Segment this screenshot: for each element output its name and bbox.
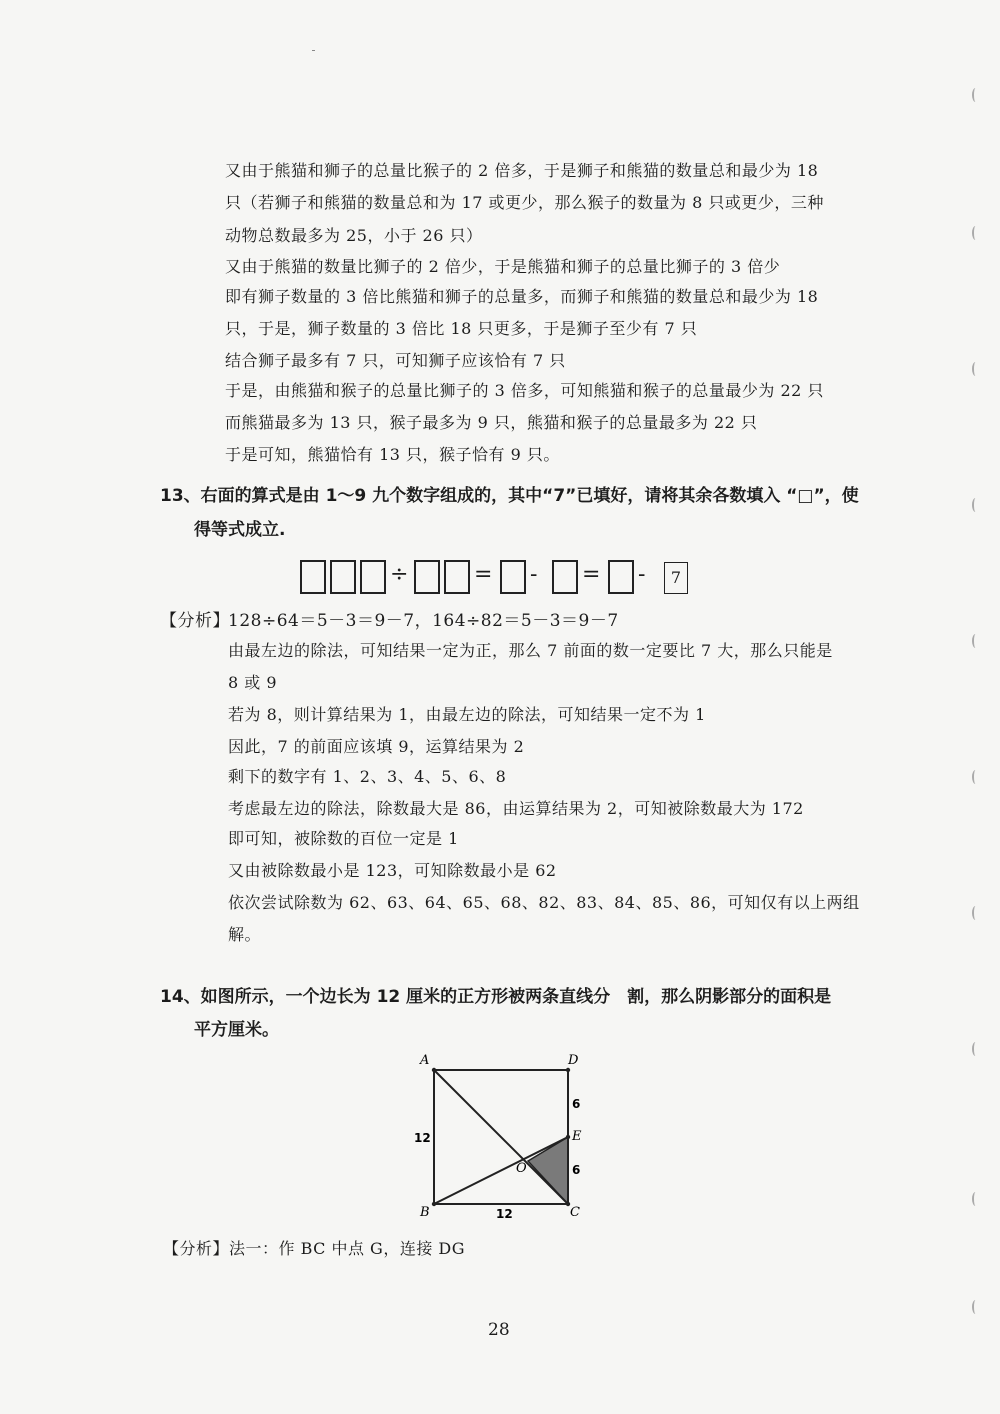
- solution-line: 结合狮子最多有 7 只，可知狮子应该恰有 7 只: [225, 351, 566, 370]
- label-de-6: 6: [572, 1097, 581, 1111]
- solution-line: 于是，由熊猫和猴子的总量比狮子的 3 倍多，可知熊猫和猴子的总量最少为 22 只: [225, 381, 824, 400]
- minus-sign: -: [530, 562, 538, 587]
- binder-hole: [972, 634, 979, 648]
- analysis-line: 剩下的数字有 1、2、3、4、5、6、8: [228, 767, 507, 786]
- binder-hole: [972, 906, 979, 920]
- equals-sign: =: [474, 562, 493, 587]
- equals-sign: =: [582, 562, 601, 587]
- analysis-line: 因此，7 的前面应该填 9，运算结果为 2: [228, 737, 525, 756]
- filled-digit-box: 7: [664, 562, 688, 594]
- label-bottom-12: 12: [496, 1207, 513, 1220]
- binder-hole: [972, 498, 979, 512]
- binder-hole: [972, 88, 979, 102]
- analysis-line: 解。: [228, 925, 262, 944]
- analysis-line: 由最左边的除法，可知结果一定为正，那么 7 前面的数一定要比 7 大，那么只能是: [228, 641, 833, 660]
- binder-hole: [972, 1300, 979, 1314]
- binder-hole: [972, 1042, 979, 1056]
- binder-hole: [972, 770, 979, 784]
- solution-line: 又由于熊猫的数量比狮子的 2 倍少，于是熊猫和狮子的总量比狮子的 3 倍少: [225, 257, 781, 276]
- label-d: D: [568, 1053, 579, 1068]
- line-ac: [434, 1070, 568, 1204]
- analysis-label: 【分析】: [160, 611, 230, 631]
- answer-box[interactable]: [444, 560, 470, 594]
- question-14-line-2: 平方厘米。: [194, 1020, 279, 1040]
- question-14-line-1: 14、如图所示，一个边长为 12 厘米的正方形被两条直线分 割，那么阴影部分的面积是: [160, 987, 832, 1007]
- answer-box[interactable]: [552, 560, 578, 594]
- analysis-line: 即可知，被除数的百位一定是 1: [228, 829, 459, 848]
- answer-box[interactable]: [300, 560, 326, 594]
- label-ec-6: 6: [572, 1163, 581, 1177]
- label-c: C: [570, 1205, 580, 1220]
- label-a: A: [420, 1053, 430, 1068]
- page-number: 28: [488, 1320, 510, 1340]
- label-b: B: [420, 1205, 430, 1220]
- divide-sign: ÷: [390, 562, 409, 587]
- solution-line: 即有狮子数量的 3 倍比熊猫和狮子的总量多，而狮子和熊猫的数量总和最少为 18: [225, 287, 819, 306]
- analysis-line: 若为 8，则计算结果为 1，由最左边的除法，可知结果一定不为 1: [228, 705, 706, 724]
- analysis-line: 依次尝试除数为 62、63、64、65、68、82、83、84、85、86，可知仅有以上两组: [228, 893, 860, 912]
- analysis-line: 8 或 9: [228, 673, 278, 692]
- label-e: E: [572, 1129, 582, 1144]
- minus-sign: -: [638, 562, 646, 587]
- solution-line: 而熊猫最多为 13 只，猴子最多为 9 只，熊猫和猴子的总量最多为 22 只: [225, 413, 758, 432]
- scan-mark: [312, 50, 315, 51]
- binder-hole: [972, 226, 979, 240]
- analysis-line: 又由被除数最小是 123，可知除数最小是 62: [228, 861, 557, 880]
- answer-box[interactable]: [330, 560, 356, 594]
- analysis-line: 考虑最左边的除法，除数最大是 86，由运算结果为 2，可知被除数最大为 172: [228, 799, 804, 818]
- answer-box[interactable]: [360, 560, 386, 594]
- binder-hole: [972, 362, 979, 376]
- answer-box[interactable]: [608, 560, 634, 594]
- binder-hole: [972, 1192, 979, 1206]
- question-13-line-1: 13、右面的算式是由 1～9 九个数字组成的，其中“7”已填好，请将其余各数填入 “□”，使: [160, 486, 859, 506]
- answer-box[interactable]: [500, 560, 526, 594]
- square-figure: [410, 1048, 590, 1220]
- solution-line: 只（若狮子和熊猫的数量总和为 17 或更少，那么猴子的数量为 8 只或更少，三种: [225, 193, 824, 212]
- solution-line: 只，于是，狮子数量的 3 倍比 18 只更多，于是狮子至少有 7 只: [225, 319, 698, 338]
- label-o: O: [516, 1161, 527, 1176]
- answer-box[interactable]: [414, 560, 440, 594]
- solution-line: 于是可知，熊猫恰有 13 只，猴子恰有 9 只。: [225, 445, 560, 464]
- analysis-answer: 128÷64＝5－3＝9－7，164÷82＝5－3＝9－7: [228, 611, 619, 631]
- q14-analysis: 【分析】法一：作 BC 中点 G，连接 DG: [163, 1239, 466, 1258]
- solution-line: 又由于熊猫和狮子的总量比猴子的 2 倍多，于是狮子和熊猫的数量总和最少为 18: [225, 161, 819, 180]
- label-left-12: 12: [414, 1131, 431, 1145]
- question-13-line-2: 得等式成立.: [194, 520, 286, 540]
- solution-line: 动物总数最多为 25，小于 26 只）: [225, 226, 483, 245]
